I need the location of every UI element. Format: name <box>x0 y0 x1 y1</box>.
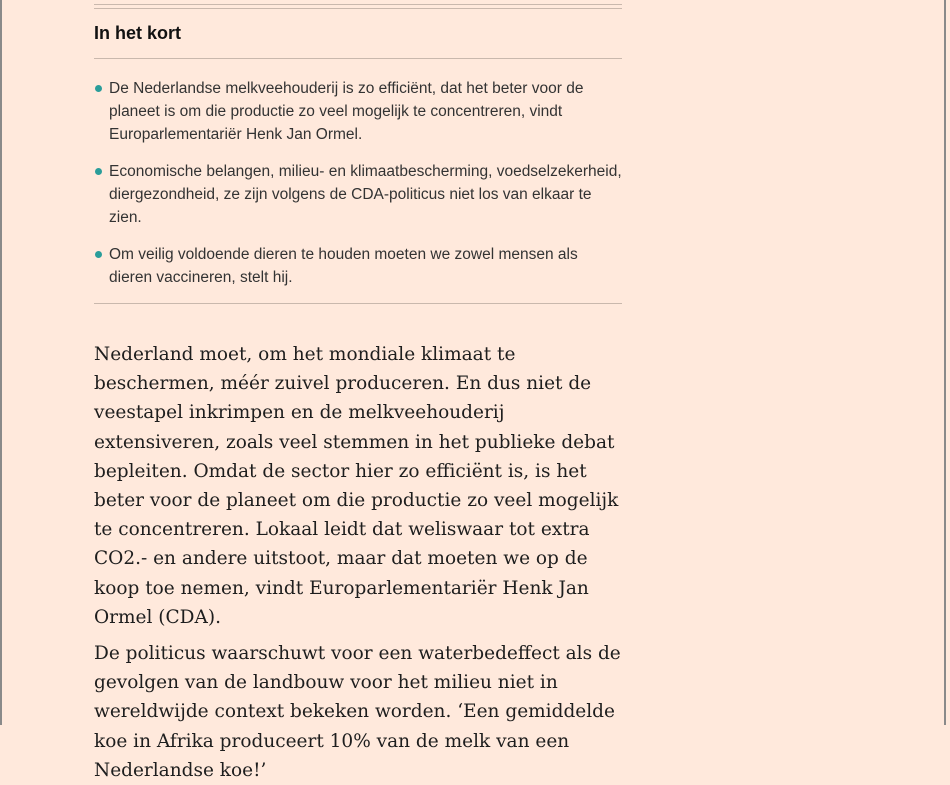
summary-item-text: Economische belangen, milieu- en klimaatbescherming, voedselzekerheid, diergezondheid, ze zijn volgens de CDA-politicus niet los van elkaar te zien. <box>109 163 622 226</box>
summary-top-divider <box>94 4 622 9</box>
summary-item-text: De Nederlandse melkveehouderij is zo efficiënt, dat het beter voor de planeet is om die productie zo veel mogelijk te concentreren, vindt Europarlementariër Henk Jan Ormel. <box>109 80 584 143</box>
article-paragraph: De politicus waarschuwt voor een waterbedeffect als de gevolgen van de landbouw voor het milieu niet in wereldwijde context bekeken worden. ‘Een gemiddelde koe in Afrika produceert 10% van de melk van een Nederlandse koe!’ <box>94 643 621 781</box>
summary-list <box>94 59 622 304</box>
summary-item-text: Om veilig voldoende dieren te houden moeten we zowel mensen als dieren vaccineren, stelt hij. <box>109 246 578 286</box>
article-paragraph: Nederland moet, om het mondiale klimaat te beschermen, méér zuivel produceren. En dus niet de veestapel inkrimpen en de melkveehouderij extensiveren, zoals veel stemmen in het publieke debat bepleiten. Omdat de sector hier zo efficiënt is, is het beter voor de planeet om die productie zo veel mogelijk te concentreren. Lokaal leidt dat weliswaar tot extra CO2.- en andere uitstoot, maar dat moeten we op de koop toe nemen, vindt Europarlementariër Henk Jan Ormel (CDA). <box>94 344 619 628</box>
summary-box <box>94 23 622 304</box>
list-item <box>94 77 622 146</box>
bullet-dot-icon <box>95 85 102 92</box>
summary-title: In het kort <box>94 23 622 59</box>
bullet-dot-icon <box>95 168 102 175</box>
list-item <box>94 243 622 289</box>
article-column <box>94 0 622 785</box>
list-item <box>94 160 622 229</box>
bullet-dot-icon <box>95 251 102 258</box>
